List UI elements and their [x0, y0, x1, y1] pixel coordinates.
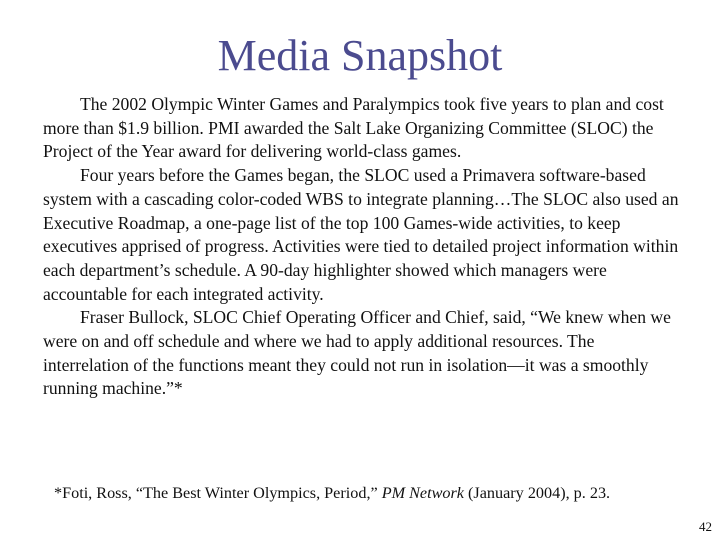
body-paragraph: The 2002 Olympic Winter Games and Paralympics took five years to plan and cost more than $1.9 billion. PMI awarded the Salt Lake Organizing Committee (SLOC) the Project of the Year award for delivering world-class games. [43, 94, 664, 162]
footnote-publication: PM Network [381, 484, 464, 502]
body-paragraph: Fraser Bullock, SLOC Chief Operating Officer and Chief, said, “We knew when we were on and off schedule and where we had to apply additional resources. The interrelation of the functions meant they could not run in isolation—it was a smoothly running machine.”* [43, 307, 671, 399]
citation-footnote [54, 482, 704, 504]
slide-title: Media Snapshot [217, 31, 503, 80]
slide-body [43, 93, 683, 401]
footnote-text-before: *Foti, Ross, “The Best Winter Olympics, Period,” [54, 484, 382, 502]
body-paragraph: Four years before the Games began, the SLOC used a Primavera software-based system with a cascading color-coded WBS to integrate planning…The SLOC also used an Executive Roadmap, a one-page list of the top 100 Games-wide activities, to keep executives apprised of progress. Activities were tied to detailed project information within each department’s schedule. A 90-day highlighter showed which managers were accountable for each integrated activity. [43, 165, 679, 304]
footnote-text-after: (January 2004), p. 23. [464, 484, 611, 502]
page-number: 42 [699, 519, 712, 534]
